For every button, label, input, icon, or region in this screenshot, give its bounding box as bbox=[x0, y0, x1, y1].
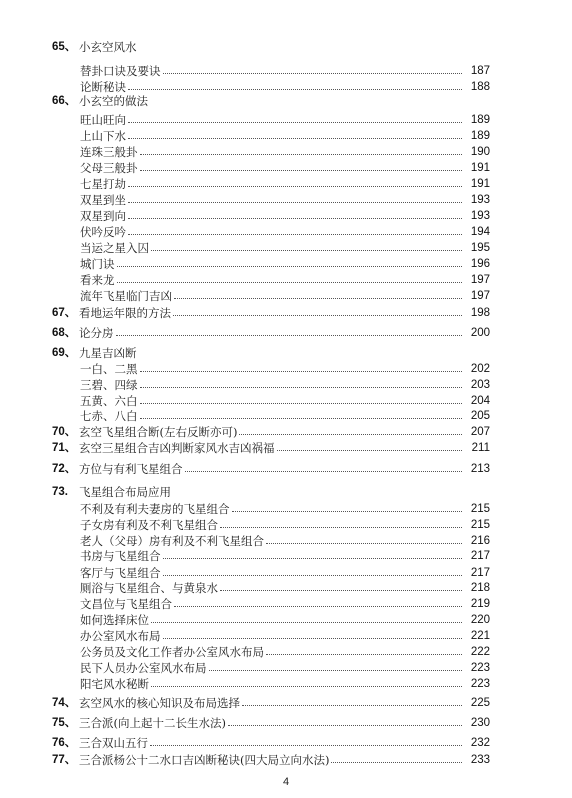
dot-leader bbox=[266, 654, 462, 655]
toc-entry-page: 232 bbox=[470, 737, 490, 749]
toc-entry-title: 玄空风水的核心知识及布局选择 bbox=[79, 696, 240, 710]
toc-entry-title: 公务员及文化工作者办公室风水布局 bbox=[80, 645, 264, 659]
toc-entry[interactable] bbox=[0, 209, 572, 223]
toc-entry-page: 233 bbox=[470, 754, 490, 766]
toc-entry[interactable] bbox=[0, 177, 572, 191]
dot-leader bbox=[128, 138, 462, 139]
toc-entry-title: 三合派杨公十二水口吉凶断秘诀(四大局立向水法) bbox=[79, 753, 330, 767]
toc-entry[interactable] bbox=[0, 378, 572, 392]
dot-leader bbox=[128, 186, 462, 187]
toc-entry[interactable] bbox=[0, 425, 572, 439]
dot-leader bbox=[163, 575, 462, 576]
toc-entry[interactable] bbox=[0, 716, 572, 730]
toc-entry-title: 一白、二黑 bbox=[80, 362, 138, 376]
toc-entry-page: 205 bbox=[470, 410, 490, 422]
toc-entry-title: 论分房 bbox=[79, 326, 114, 340]
toc-entry-page: 203 bbox=[470, 379, 490, 391]
page-number: 4 bbox=[282, 776, 290, 788]
dot-leader bbox=[174, 606, 462, 607]
toc-entry-title: 文昌位与飞星组合 bbox=[80, 597, 172, 611]
dot-leader bbox=[151, 250, 462, 251]
toc-entry[interactable] bbox=[0, 145, 572, 159]
toc-entry-title: 七赤、八白 bbox=[80, 409, 138, 423]
toc-entry-title: 书房与飞星组合 bbox=[80, 549, 161, 563]
toc-entry[interactable] bbox=[0, 161, 572, 175]
toc-entry-title: 上山下水 bbox=[80, 129, 126, 143]
toc-entry-title: 如何选择床位 bbox=[80, 613, 149, 627]
toc-entry[interactable] bbox=[0, 306, 572, 320]
toc-entry[interactable] bbox=[0, 409, 572, 423]
toc-entry[interactable] bbox=[0, 394, 572, 408]
toc-entry[interactable] bbox=[0, 80, 572, 94]
toc-entry[interactable] bbox=[0, 534, 572, 548]
toc-entry-title: 双星到向 bbox=[80, 209, 126, 223]
dot-leader bbox=[128, 89, 462, 90]
toc-entry-title: 伏吟反吟 bbox=[80, 225, 126, 239]
toc-entry-title: 玄空飞星组合断(左右反断亦可) bbox=[79, 425, 238, 439]
toc-entry-page: 200 bbox=[470, 327, 490, 339]
toc-entry[interactable] bbox=[0, 677, 572, 691]
toc-entry[interactable] bbox=[0, 129, 572, 143]
toc-entry-number: 70、 bbox=[52, 426, 77, 438]
dot-leader bbox=[150, 745, 462, 746]
toc-entry-number: 66、 bbox=[52, 95, 77, 107]
dot-leader bbox=[239, 434, 462, 435]
toc-entry-page: 223 bbox=[470, 678, 490, 690]
toc-entry-title: 五黄、六白 bbox=[80, 394, 138, 408]
toc-entry[interactable] bbox=[0, 64, 572, 78]
toc-entry-title: 小玄空风水 bbox=[79, 40, 137, 54]
toc-entry-number: 68、 bbox=[52, 327, 77, 339]
toc-entry-number: 74、 bbox=[52, 697, 77, 709]
toc-entry-page: 189 bbox=[470, 114, 490, 126]
toc-entry-page: 204 bbox=[470, 395, 490, 407]
dot-leader bbox=[128, 218, 462, 219]
toc-entry-page: 207 bbox=[470, 426, 490, 438]
toc-entry[interactable] bbox=[0, 597, 572, 611]
dot-leader bbox=[220, 590, 462, 591]
toc-entry-title: 替卦口诀及要诀 bbox=[80, 64, 161, 78]
toc-entry[interactable] bbox=[0, 645, 572, 659]
toc-entry[interactable] bbox=[0, 289, 572, 303]
toc-entry-page: 191 bbox=[470, 178, 490, 190]
toc-entry-page: 193 bbox=[470, 210, 490, 222]
toc-entry-title: 厕浴与飞星组合、与黄泉水 bbox=[80, 581, 218, 595]
toc-entry[interactable] bbox=[0, 502, 572, 516]
toc-entry-page: 220 bbox=[470, 614, 490, 626]
toc-entry[interactable] bbox=[0, 362, 572, 376]
dot-leader bbox=[140, 170, 462, 171]
toc-entry[interactable] bbox=[0, 613, 572, 627]
toc-entry-title: 当运之星入囚 bbox=[80, 241, 149, 255]
toc-entry[interactable] bbox=[0, 346, 572, 360]
toc-entry-page: 219 bbox=[470, 598, 490, 610]
toc-entry[interactable] bbox=[0, 566, 572, 580]
toc-entry[interactable] bbox=[0, 485, 572, 499]
dot-leader bbox=[117, 282, 462, 283]
toc-entry-page: 221 bbox=[470, 630, 490, 642]
toc-entry-page: 215 bbox=[470, 519, 490, 531]
toc-entry[interactable] bbox=[0, 273, 572, 287]
toc-entry-title: 父母三般卦 bbox=[80, 161, 138, 175]
dot-leader bbox=[185, 471, 462, 472]
toc-entry-page: 194 bbox=[470, 226, 490, 238]
toc-entry[interactable] bbox=[0, 696, 572, 710]
toc-entry-number: 73. bbox=[52, 486, 68, 498]
toc-entry-title: 城门诀 bbox=[80, 257, 115, 271]
dot-leader bbox=[163, 73, 462, 74]
toc-entry-page: 215 bbox=[470, 503, 490, 515]
toc-entry-page: 211 bbox=[471, 442, 490, 454]
toc-entry-title: 方位与有利飞星组合 bbox=[79, 462, 183, 476]
dot-leader bbox=[242, 705, 462, 706]
toc-entry-title: 旺山旺向 bbox=[80, 113, 126, 127]
toc-entry-title: 九星吉凶断 bbox=[79, 346, 137, 360]
toc-entry-title: 子女房有利及不利飞星组合 bbox=[80, 518, 218, 532]
dot-leader bbox=[209, 670, 462, 671]
toc-entry-title: 办公室风水布局 bbox=[80, 629, 161, 643]
toc-entry-title: 客厅与飞星组合 bbox=[80, 566, 161, 580]
toc-entry-number: 67、 bbox=[52, 307, 77, 319]
toc-entry-page: 216 bbox=[470, 535, 490, 547]
toc-entry-page: 197 bbox=[470, 274, 490, 286]
toc-entry-page: 189 bbox=[470, 130, 490, 142]
dot-leader bbox=[228, 725, 462, 726]
toc-entry[interactable] bbox=[0, 753, 572, 767]
toc-entry[interactable] bbox=[0, 225, 572, 239]
toc-entry-title: 论断秘诀 bbox=[80, 80, 126, 94]
toc-entry-number: 72、 bbox=[52, 463, 77, 475]
dot-leader bbox=[163, 638, 462, 639]
toc-entry-page: 223 bbox=[470, 662, 490, 674]
toc-entry[interactable] bbox=[0, 629, 572, 643]
toc-entry-title: 三合派(向上起十二长生水法) bbox=[79, 716, 226, 730]
toc-entry-number: 65、 bbox=[52, 41, 77, 53]
toc-entry-number: 71、 bbox=[52, 442, 77, 454]
toc-entry[interactable] bbox=[0, 193, 572, 207]
toc-entry-title: 老人（父母）房有利及不利飞星组合 bbox=[80, 534, 264, 548]
dot-leader bbox=[128, 122, 462, 123]
dot-leader bbox=[117, 266, 462, 267]
dot-leader bbox=[140, 387, 462, 388]
dot-leader bbox=[128, 234, 462, 235]
dot-leader bbox=[232, 511, 462, 512]
toc-entry-page: 225 bbox=[470, 697, 490, 709]
toc-entry-page: 187 bbox=[470, 65, 490, 77]
toc-entry-page: 190 bbox=[470, 146, 490, 158]
toc-entry[interactable] bbox=[0, 257, 572, 271]
toc-entry-page: 222 bbox=[470, 646, 490, 658]
toc-entry[interactable] bbox=[0, 549, 572, 563]
toc-entry-title: 三碧、四绿 bbox=[80, 378, 138, 392]
toc-entry-number: 75、 bbox=[52, 717, 77, 729]
dot-leader bbox=[151, 622, 462, 623]
toc-entry-page: 213 bbox=[470, 463, 490, 475]
toc-entry[interactable] bbox=[0, 518, 572, 532]
toc-entry-page: 191 bbox=[470, 162, 490, 174]
toc-entry[interactable] bbox=[0, 581, 572, 595]
toc-entry-page: 230 bbox=[470, 717, 490, 729]
toc-entry-title: 民下人员办公室风水布局 bbox=[80, 661, 207, 675]
dot-leader bbox=[116, 335, 462, 336]
toc-entry[interactable] bbox=[0, 94, 572, 108]
toc-entry-title: 阳宅风水秘断 bbox=[80, 677, 149, 691]
toc-entry-title: 双星到坐 bbox=[80, 193, 126, 207]
toc-entry-page: 196 bbox=[470, 258, 490, 270]
toc-entry-title: 小玄空的做法 bbox=[79, 94, 148, 108]
toc-entry[interactable] bbox=[0, 736, 572, 750]
toc-entry-page: 218 bbox=[470, 582, 490, 594]
dot-leader bbox=[163, 558, 462, 559]
toc-entry-page: 198 bbox=[470, 307, 490, 319]
dot-leader bbox=[220, 527, 462, 528]
toc-entry-page: 217 bbox=[470, 550, 490, 562]
dot-leader bbox=[331, 762, 462, 763]
dot-leader bbox=[277, 450, 462, 451]
toc-entry-page: 193 bbox=[470, 194, 490, 206]
toc-entry-page: 217 bbox=[470, 567, 490, 579]
dot-leader bbox=[174, 298, 462, 299]
dot-leader bbox=[140, 418, 462, 419]
dot-leader bbox=[173, 315, 462, 316]
dot-leader bbox=[151, 686, 462, 687]
toc-entry-page: 202 bbox=[470, 363, 490, 375]
toc-entry-page: 188 bbox=[470, 81, 490, 93]
dot-leader bbox=[128, 202, 462, 203]
toc-entry[interactable] bbox=[0, 462, 572, 476]
toc-entry-title: 连珠三般卦 bbox=[80, 145, 138, 159]
toc-entry[interactable] bbox=[0, 441, 572, 455]
dot-leader bbox=[266, 543, 462, 544]
dot-leader bbox=[140, 403, 462, 404]
toc-entry-title: 玄空三星组合吉凶判断家风水吉凶祸福 bbox=[79, 441, 275, 455]
toc-entry-title: 不利及有利夫妻房的飞星组合 bbox=[80, 502, 230, 516]
toc-entry-number: 69、 bbox=[52, 347, 77, 359]
toc-entry-title: 流年飞星临门吉凶 bbox=[80, 289, 172, 303]
toc-entry-number: 77、 bbox=[52, 754, 77, 766]
toc-entry-title: 飞星组合布局应用 bbox=[79, 485, 171, 499]
toc-entry[interactable] bbox=[0, 326, 572, 340]
toc-entry[interactable] bbox=[0, 40, 572, 54]
toc-entry-page: 197 bbox=[470, 290, 490, 302]
dot-leader bbox=[140, 154, 462, 155]
toc-entry-number: 76、 bbox=[52, 737, 77, 749]
toc-entry-title: 七星打劫 bbox=[80, 177, 126, 191]
dot-leader bbox=[140, 371, 462, 372]
toc-entry-title: 看来龙 bbox=[80, 273, 115, 287]
toc-entry-title: 三合双山五行 bbox=[79, 736, 148, 750]
toc-entry-title: 看地运年限的方法 bbox=[79, 306, 171, 320]
toc-entry[interactable] bbox=[0, 661, 572, 675]
toc-entry[interactable] bbox=[0, 241, 572, 255]
toc-entry[interactable] bbox=[0, 113, 572, 127]
toc-entry-page: 195 bbox=[470, 242, 490, 254]
